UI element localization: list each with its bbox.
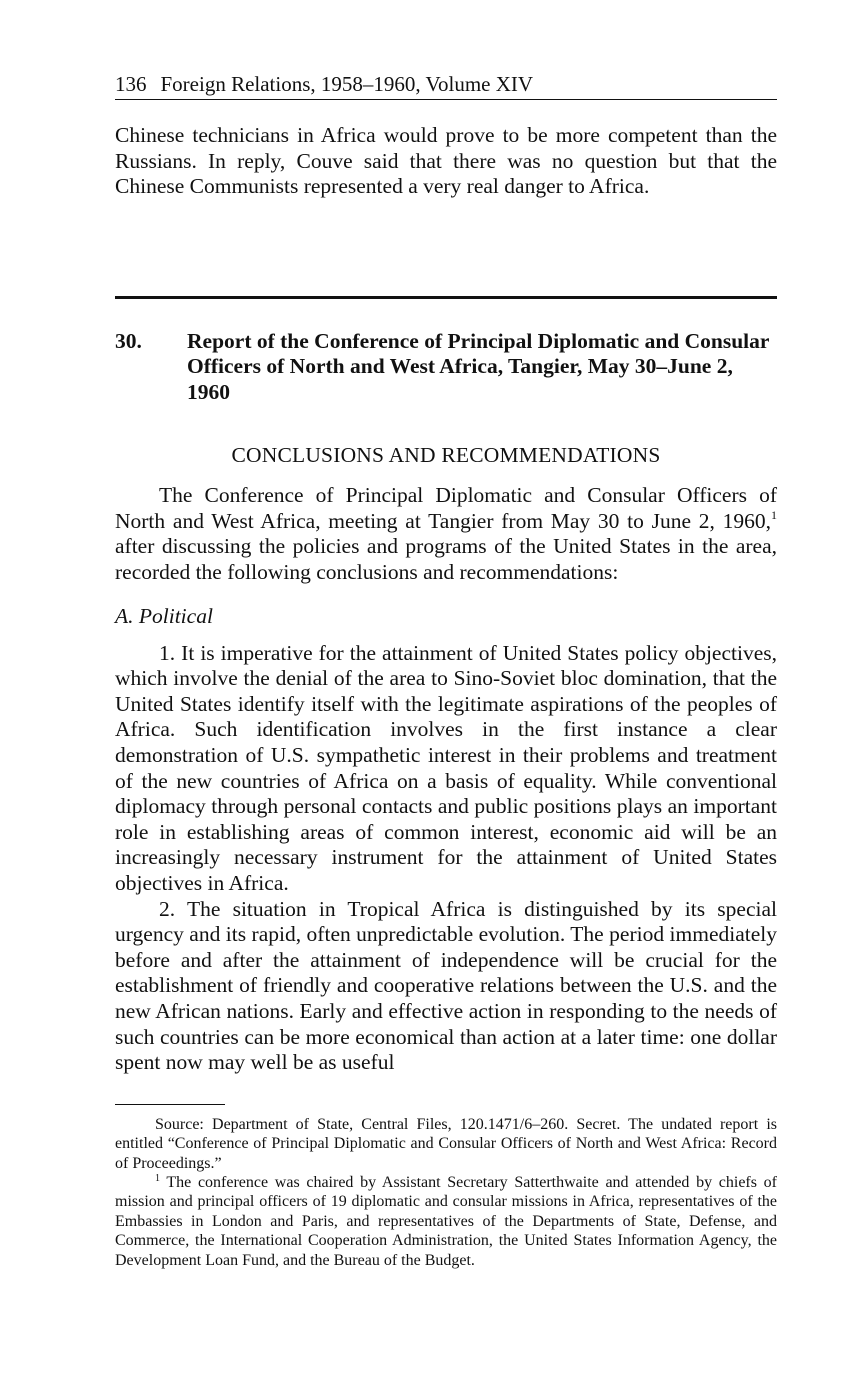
footnote-rule (115, 1104, 225, 1105)
intro-text-before-note: The Conference of Principal Diplomatic and Consular Officers of North and West Africa, meeting at Tangier from May 30 to June 2, 1960, (115, 483, 777, 533)
footnotes (115, 1115, 777, 1270)
footnote-1 (115, 1173, 777, 1270)
running-header (115, 70, 777, 100)
continuation-paragraph: Chinese technicians in Africa would prove to be more competent than the Russians. In reply, Couve said that there was no question but that the Chinese Communists represented a very real danger to Africa. (115, 123, 777, 199)
intro-paragraph (115, 483, 777, 585)
footnote-1-text: The conference was chaired by Assistant Secretary Satterthwaite and attended by chiefs of mission and principal officers of 19 diplomatic and consular missions in Africa, representatives of the Embassies in London and Paris, and representatives of the Departments of State, Defense, and Commerce, the International Cooperation Administration, the United States Information Agency, the Development Loan Fund, and the Bureau of the Budget. (115, 1173, 777, 1269)
document-separator-rule (115, 296, 777, 299)
intro-text-after-note: after discussing the policies and programs of the United States in the area, recorded the following conclusions and recommendations: (115, 534, 777, 585)
series-title: Foreign Relations, 1958–1960, Volume XIV (160, 72, 534, 96)
document-title: Report of the Conference of Principal Diplomatic and Consular Officers of North and West Africa, Tangier, May 30–June 2, 1960 (187, 328, 770, 404)
document-page (115, 70, 777, 1270)
document-number: 30. (115, 328, 142, 353)
paragraph-2: 2. The situation in Tropical Africa is distinguished by its special urgency and its rapid, often unpredictable evolution. The period immediately before and after the attainment of independence will be crucial for the establishment of friendly and cooperative relations between the U.S. and the new African nations. Early and effective action in responding to the needs of such countries can be more economical than action at a later time: one dollar spent now may well be as useful (115, 896, 777, 1075)
footnote-marker-1: 1 (771, 507, 777, 522)
subheading-political: A. Political (115, 603, 213, 628)
paragraph-1: 1. It is imperative for the attainment of United States policy objectives, which involve the denial of the area to Sino-Soviet bloc domination, that the United States identify itself with the legitimate aspirations of the peoples of Africa. Such identification involves in the first instance a clear demonstration of U.S. sympathetic interest in their problems and treatment of the new countries of Africa on a basis of equality. While conventional diplomacy through personal contacts and public positions plays an important role in establishing areas of common interest, economic aid will be an increasingly necessary instrument for the attainment of United States objectives in Africa. (115, 640, 777, 895)
section-title: CONCLUSIONS AND RECOMMENDATIONS (231, 443, 661, 468)
footnote-1-marker: 1 (155, 1172, 160, 1184)
source-note: Source: Department of State, Central Files, 120.1471/6–260. Secret. The undated report is entitled “Conference of Principal Diplomatic and Consular Officers of North and West Africa: Record of Proceedings.” (115, 1115, 777, 1172)
page-number: 136 (115, 72, 147, 96)
document-heading (115, 329, 777, 406)
